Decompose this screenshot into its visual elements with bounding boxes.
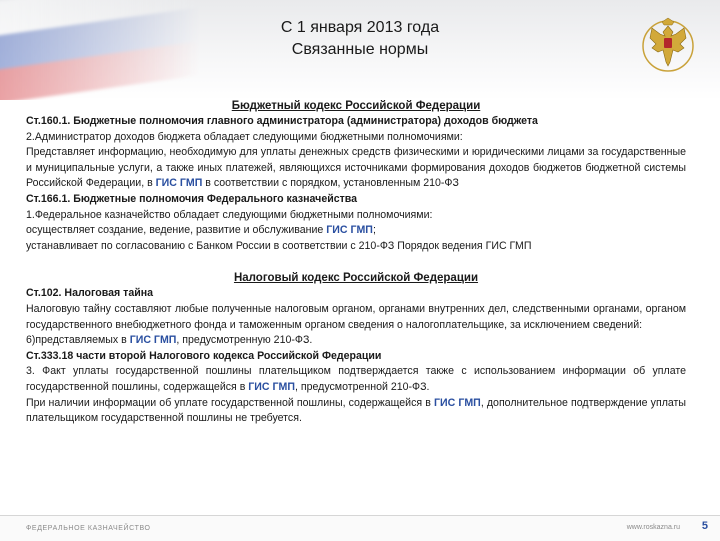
text-segment: осуществляет создание, ведение, развитие и обслуживание — [26, 224, 327, 237]
footer-website-link[interactable]: www.roskazna.ru — [626, 524, 680, 531]
gis-gmp-highlight: ГИС ГМП — [248, 380, 295, 393]
paragraph-procedure: устанавливает по согласованию с Банком России в соответствии с 210-ФЗ Порядок ведения ГИС ГМП — [26, 239, 532, 252]
text-segment: , предусмотренной 210-ФЗ. — [294, 380, 430, 393]
slide-content — [26, 98, 686, 427]
slide-footer — [0, 515, 720, 541]
paragraph-no-extra-confirmation — [26, 396, 686, 427]
paragraph-creation-maintenance — [26, 223, 686, 239]
article-333-18: Ст.333.18 части второй Налогового кодекса Российской Федерации — [26, 349, 382, 362]
section-title-budget-code: Бюджетный кодекс Российской Федерации — [231, 100, 481, 112]
text-segment: При наличии информации об уплате государственной пошлины, содержащейся в — [26, 396, 434, 409]
paragraph-fee-payment-fact — [26, 364, 686, 395]
paragraph-treasury-powers: 1.Федеральное казначейство обладает следующими бюджетными полномочиями: — [26, 208, 433, 221]
gis-gmp-highlight: ГИС ГМП — [155, 177, 203, 190]
paragraph-item-6 — [26, 333, 686, 349]
text-segment: 6)представляемых в — [26, 334, 130, 347]
section-title-tax-code: Налоговый кодекс Российской Федерации — [233, 272, 479, 285]
double-headed-eagle-emblem-icon — [640, 12, 696, 78]
slide-title-line2: Связанные нормы — [291, 41, 429, 58]
slide-header — [0, 0, 720, 100]
gis-gmp-highlight: ГИС ГМП — [433, 396, 481, 409]
gis-gmp-highlight: ГИС ГМП — [326, 224, 373, 237]
text-segment: , предусмотренную 210-ФЗ. — [176, 334, 313, 347]
page-number: 5 — [701, 520, 708, 532]
slide-title-line1: С 1 января 2013 года — [280, 19, 440, 36]
paragraph-tax-secret: Налоговую тайну составляют любые полученные налоговым органом, органами внутренних дел, следственными органами, органом государственного внебюджетного фонда и таможенным органом сведения о налогоплательщике, за исключением сведений: — [26, 302, 686, 331]
paragraph-administrator-powers: 2.Администратор доходов бюджета обладает следующими бюджетными полномочиями: — [26, 130, 463, 143]
footer-organization: ФЕДЕРАЛЬНОЕ КАЗНАЧЕЙСТВО — [26, 525, 151, 532]
paragraph-provides-info — [26, 145, 686, 192]
text-segment: Представляет информацию, необходимую для уплаты денежных средств физическими и юридическими лицами за государственные и муниципальные услуги, а также иных платежей, являющихся источниками формирования доходов бюджетов бюджетной системы Российской Федерации, в — [26, 146, 686, 190]
text-segment: в соответствии с порядком, установленным 210-ФЗ — [202, 177, 459, 190]
gis-gmp-highlight: ГИС ГМП — [129, 334, 177, 347]
article-160-1: Ст.160.1. Бюджетные полномочия главного администратора (администратора) доходов бюджета — [26, 115, 538, 127]
article-166-1: Ст.166.1. Бюджетные полномочия Федерального казначейства — [26, 192, 358, 205]
text-segment: , дополнительное подтверждение уплаты плательщиком государственной пошлины не требуется. — [26, 396, 687, 425]
text-segment: ; — [372, 224, 376, 237]
article-102: Ст.102. Налоговая тайна — [26, 287, 154, 300]
text-segment: 3. Факт уплаты государственной пошлины плательщиком подтверждается также с использованием информации об уплате государственной пошлины, содержащейся в — [26, 365, 686, 393]
